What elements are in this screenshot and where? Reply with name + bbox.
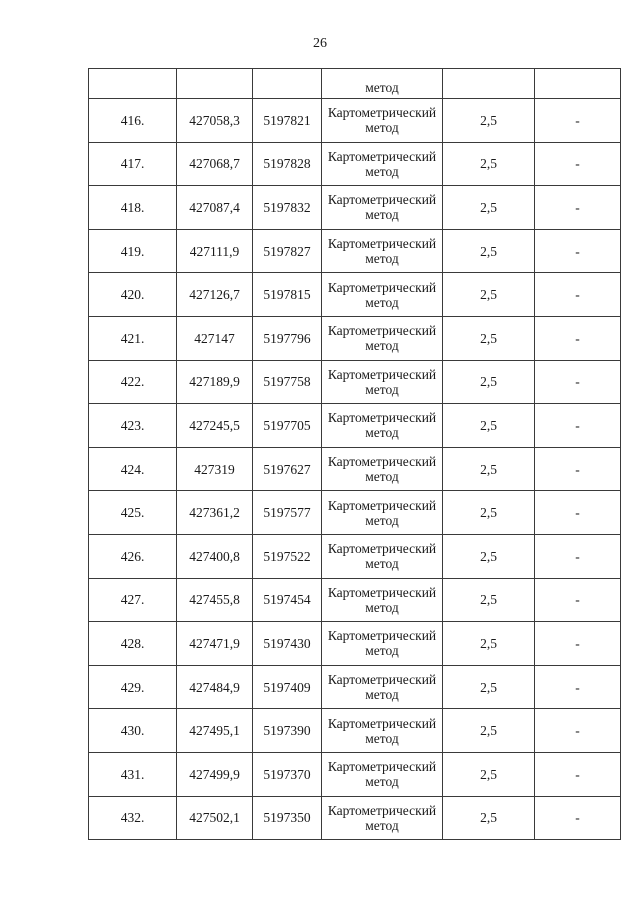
- cell-y: 5197821: [253, 99, 322, 143]
- method-line-2: метод: [365, 643, 399, 659]
- cell-note: -: [535, 534, 621, 578]
- cell-x: [177, 69, 253, 99]
- method-line-1: Картометрический: [327, 584, 437, 600]
- table-row: [89, 360, 621, 404]
- method-line-2: метод: [365, 80, 399, 95]
- method-line-2: метод: [365, 207, 399, 223]
- cell-note: -: [535, 447, 621, 491]
- method-line-2: метод: [365, 599, 399, 615]
- cell-accuracy: 2,5: [443, 186, 535, 230]
- cell-y: 5197627: [253, 447, 322, 491]
- method-line-1: Картометрический: [327, 148, 437, 164]
- cell-x: 427502,1: [177, 796, 253, 840]
- table-row: [89, 229, 621, 273]
- cell-number: 430.: [89, 709, 177, 753]
- cell-method: [322, 99, 443, 143]
- cell-accuracy: 2,5: [443, 709, 535, 753]
- table-row: [89, 622, 621, 666]
- cell-accuracy: 2,5: [443, 578, 535, 622]
- cell-number: 422.: [89, 360, 177, 404]
- method-line-2: метод: [365, 163, 399, 179]
- cell-method: [322, 69, 443, 99]
- method-line-1: Картометрический: [327, 802, 437, 818]
- cell-method: [322, 796, 443, 840]
- cell-accuracy: 2,5: [443, 273, 535, 317]
- cell-method: [322, 186, 443, 230]
- method-line-1: Картометрический: [327, 410, 437, 426]
- cell-y: 5197350: [253, 796, 322, 840]
- cell-accuracy: 2,5: [443, 796, 535, 840]
- table-row: [89, 186, 621, 230]
- method-line-2: метод: [365, 294, 399, 310]
- cell-number: 423.: [89, 404, 177, 448]
- method-line-2: метод: [365, 687, 399, 703]
- table-row: [89, 404, 621, 448]
- cell-note: -: [535, 709, 621, 753]
- cell-x: 427111,9: [177, 229, 253, 273]
- method-line-1: Картометрический: [327, 105, 437, 121]
- cell-y: 5197827: [253, 229, 322, 273]
- method-line-1: Картометрический: [327, 192, 437, 208]
- cell-note: -: [535, 273, 621, 317]
- cell-y: 5197815: [253, 273, 322, 317]
- cell-method: [322, 142, 443, 186]
- cell-number: 426.: [89, 534, 177, 578]
- cell-note: -: [535, 796, 621, 840]
- cell-method: [322, 316, 443, 360]
- cell-accuracy: 2,5: [443, 99, 535, 143]
- cell-accuracy: 2,5: [443, 534, 535, 578]
- cell-number: 428.: [89, 622, 177, 666]
- method-line-2: метод: [365, 120, 399, 136]
- cell-number: 425.: [89, 491, 177, 535]
- table-row: [89, 142, 621, 186]
- table-row: [89, 316, 621, 360]
- cell-x: 427495,1: [177, 709, 253, 753]
- continuation-row: [89, 69, 621, 99]
- cell-number: 418.: [89, 186, 177, 230]
- cell-number: 420.: [89, 273, 177, 317]
- cell-y: 5197370: [253, 752, 322, 796]
- cell-y: 5197430: [253, 622, 322, 666]
- cell-y: 5197409: [253, 665, 322, 709]
- cell-number: [89, 69, 177, 99]
- method-line-1: Картометрический: [327, 323, 437, 339]
- cell-method: [322, 273, 443, 317]
- cell-accuracy: 2,5: [443, 447, 535, 491]
- cell-method: [322, 534, 443, 578]
- method-line-2: метод: [365, 730, 399, 746]
- method-line-2: метод: [365, 817, 399, 833]
- table-row: [89, 709, 621, 753]
- cell-note: -: [535, 578, 621, 622]
- cell-note: -: [535, 229, 621, 273]
- method-line-2: метод: [365, 251, 399, 267]
- cell-x: 427471,9: [177, 622, 253, 666]
- cell-y: 5197832: [253, 186, 322, 230]
- cell-accuracy: 2,5: [443, 142, 535, 186]
- cell-accuracy: 2,5: [443, 665, 535, 709]
- table-row: [89, 99, 621, 143]
- cell-y: 5197454: [253, 578, 322, 622]
- cell-method: [322, 622, 443, 666]
- cell-accuracy: 2,5: [443, 752, 535, 796]
- cell-x: 427058,3: [177, 99, 253, 143]
- method-line-1: Картометрический: [327, 628, 437, 644]
- table-row: [89, 447, 621, 491]
- cell-note: -: [535, 99, 621, 143]
- cell-number: 424.: [89, 447, 177, 491]
- cell-number: 431.: [89, 752, 177, 796]
- cell-accuracy: 2,5: [443, 229, 535, 273]
- cell-y: 5197796: [253, 316, 322, 360]
- cell-note: [535, 69, 621, 99]
- cell-x: 427499,9: [177, 752, 253, 796]
- table-body: [89, 69, 621, 840]
- cell-method: [322, 752, 443, 796]
- method-line-1: Картометрический: [327, 715, 437, 731]
- table-row: [89, 578, 621, 622]
- table-row: [89, 273, 621, 317]
- method-line-2: метод: [365, 381, 399, 397]
- cell-method: [322, 404, 443, 448]
- cell-number: 419.: [89, 229, 177, 273]
- cell-method: [322, 709, 443, 753]
- cell-note: -: [535, 752, 621, 796]
- table-row: [89, 665, 621, 709]
- cell-note: -: [535, 316, 621, 360]
- cell-y: 5197577: [253, 491, 322, 535]
- method-line-1: Картометрический: [327, 279, 437, 295]
- method-line-1: Картометрический: [327, 759, 437, 775]
- cell-y: 5197828: [253, 142, 322, 186]
- cell-x: 427400,8: [177, 534, 253, 578]
- cell-y: 5197758: [253, 360, 322, 404]
- cell-method: [322, 229, 443, 273]
- cell-note: -: [535, 404, 621, 448]
- cell-method: [322, 578, 443, 622]
- method-line-2: метод: [365, 469, 399, 485]
- cell-method: [322, 665, 443, 709]
- cell-number: 432.: [89, 796, 177, 840]
- cell-number: 417.: [89, 142, 177, 186]
- cell-y: 5197522: [253, 534, 322, 578]
- method-line-1: Картометрический: [327, 541, 437, 557]
- table-row: [89, 752, 621, 796]
- cell-y: 5197390: [253, 709, 322, 753]
- cell-x: 427455,8: [177, 578, 253, 622]
- cell-note: -: [535, 491, 621, 535]
- cell-method: [322, 360, 443, 404]
- cell-number: 427.: [89, 578, 177, 622]
- cell-note: -: [535, 186, 621, 230]
- cell-x: 427147: [177, 316, 253, 360]
- cell-x: 427189,9: [177, 360, 253, 404]
- cell-note: -: [535, 142, 621, 186]
- page-number: 26: [313, 36, 327, 51]
- method-line-2: метод: [365, 425, 399, 441]
- cell-method: [322, 447, 443, 491]
- cell-number: 416.: [89, 99, 177, 143]
- cell-accuracy: [443, 69, 535, 99]
- cell-x: 427068,7: [177, 142, 253, 186]
- table-row: [89, 491, 621, 535]
- method-line-2: метод: [365, 774, 399, 790]
- cell-note: -: [535, 622, 621, 666]
- cell-method: [322, 491, 443, 535]
- cell-accuracy: 2,5: [443, 404, 535, 448]
- cell-x: 427361,2: [177, 491, 253, 535]
- cell-accuracy: 2,5: [443, 316, 535, 360]
- method-line-2: метод: [365, 338, 399, 354]
- cell-accuracy: 2,5: [443, 622, 535, 666]
- cell-x: 427319: [177, 447, 253, 491]
- cell-number: 421.: [89, 316, 177, 360]
- method-line-1: Картометрический: [327, 497, 437, 513]
- cell-accuracy: 2,5: [443, 491, 535, 535]
- coordinates-table: [88, 68, 621, 840]
- cell-y: [253, 69, 322, 99]
- cell-note: -: [535, 665, 621, 709]
- cell-x: 427126,7: [177, 273, 253, 317]
- method-line-1: Картометрический: [327, 366, 437, 382]
- method-line-1: Картометрический: [327, 454, 437, 470]
- cell-x: 427245,5: [177, 404, 253, 448]
- method-line-1: Картометрический: [327, 236, 437, 252]
- cell-x: 427484,9: [177, 665, 253, 709]
- table-row: [89, 796, 621, 840]
- cell-y: 5197705: [253, 404, 322, 448]
- cell-accuracy: 2,5: [443, 360, 535, 404]
- cell-x: 427087,4: [177, 186, 253, 230]
- table-row: [89, 534, 621, 578]
- method-line-1: Картометрический: [327, 672, 437, 688]
- method-line-2: метод: [365, 512, 399, 528]
- method-line-2: метод: [365, 556, 399, 572]
- cell-number: 429.: [89, 665, 177, 709]
- cell-note: -: [535, 360, 621, 404]
